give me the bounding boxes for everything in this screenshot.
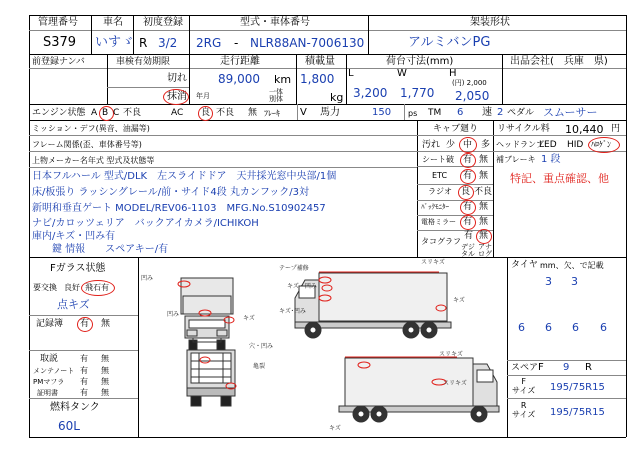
manual-yes: 有 xyxy=(80,354,88,363)
era: R xyxy=(139,36,148,50)
body-maker-label: 上物メーカー名年式 型式及状態等 xyxy=(32,156,155,165)
model-label: 型式・車体番号 xyxy=(240,17,310,28)
mission-label: ミッション・デフ(異音、油漏等) xyxy=(32,124,150,133)
glass-chip-circle xyxy=(81,280,115,296)
engine-grade-b: B xyxy=(102,108,109,118)
tacho-analog: アナ ログ xyxy=(478,243,492,258)
cert-no: 無 xyxy=(101,388,109,397)
spare-r: R xyxy=(585,362,592,373)
backmon-circle xyxy=(460,200,476,215)
label-hole: 穴・凹み xyxy=(249,343,274,350)
frame-label: フレーム関係(歪、車体番号等) xyxy=(32,140,142,149)
kg-unit: kg xyxy=(330,91,344,104)
radio-label: ラジオ xyxy=(428,187,452,196)
manual-label: 取説 xyxy=(40,354,59,364)
engine-grade-circle xyxy=(99,106,114,121)
manual-no: 無 xyxy=(101,354,109,363)
tire-rear-3: 6 xyxy=(572,321,579,334)
label-rust: スリキズ xyxy=(421,259,445,266)
cert-yes: 有 xyxy=(80,388,88,397)
first-reg-label: 初度登録 xyxy=(143,17,183,28)
headlight-label: ヘッドランプ xyxy=(496,140,544,149)
plate-label: 前登録ナンバ xyxy=(32,57,85,67)
spare-f: F xyxy=(538,362,544,373)
mileage-value: 89,000 xyxy=(218,72,260,86)
mirror-circle xyxy=(460,215,476,230)
r-size: 195/75R15 xyxy=(550,407,605,418)
mirror-yes: 有 xyxy=(463,217,473,227)
engine-defect: 不良 xyxy=(123,108,142,118)
cargo-width: 1,770 xyxy=(400,86,435,100)
special-note: 特記、重点確認、他 xyxy=(510,172,609,185)
record-label: 記録簿 xyxy=(36,319,64,329)
cab-label: キャブ廻り xyxy=(433,124,479,134)
radio-bad: 不良 xyxy=(474,187,493,197)
headlight-halogen: ﾊﾛｹﾞﾝ xyxy=(591,140,611,149)
ac-good-circle xyxy=(198,106,213,121)
record-yes: 有 xyxy=(80,319,90,329)
ac-good: 良 xyxy=(201,108,211,118)
backmon-yes: 有 xyxy=(463,202,473,212)
hp-value: 150 xyxy=(372,107,392,118)
tire-unit: mm、欠、で記載 xyxy=(540,261,604,270)
l-label: L xyxy=(348,68,354,79)
mirror-no: 無 xyxy=(479,217,489,227)
maker: いすゞ xyxy=(95,35,135,50)
mirror-label: 電格ミラー xyxy=(421,218,456,226)
f-size-label: F サイズ xyxy=(512,377,536,395)
model-dash: - xyxy=(234,36,239,50)
speed-label: 速 xyxy=(482,107,492,118)
body-desc-1: 日本フルハール 型式/DLK 左スライドドア 天井採光窓中央部/1個 xyxy=(32,171,337,182)
tacho-no: 無 xyxy=(479,231,489,241)
cargo-h-note: (円) 2,000 xyxy=(452,79,487,87)
ac-none: 無 xyxy=(248,108,258,118)
body-desc-2: 床/板張り ラッシングレール/前・サイド4段 丸カンフック/3対 xyxy=(32,187,309,198)
payload-label: 積載量 xyxy=(305,56,335,67)
etc-circle xyxy=(460,169,476,184)
brake-label: ﾌﾚｰｷ xyxy=(264,109,280,118)
km-unit: km xyxy=(274,73,292,86)
dirt-circle xyxy=(459,137,477,153)
seat-yes: 有 xyxy=(463,155,473,165)
tacho-digital: デジ タル xyxy=(461,243,475,258)
origin-label: 出品会社( 兵庫 県) xyxy=(510,56,608,67)
tire-front-right: 3 xyxy=(571,275,578,288)
glass-exchange: 要交換 xyxy=(33,283,57,292)
f-size: 195/75R15 xyxy=(550,382,605,393)
chassis-no: NLR88AN-7006130 xyxy=(250,36,365,50)
pm-no: 無 xyxy=(101,377,109,386)
engine-grade-c: C xyxy=(113,108,120,118)
tm-label: TM xyxy=(428,108,442,118)
label-scratch-3: キズ xyxy=(329,425,341,432)
label-dent-1: 凹み xyxy=(141,275,154,282)
label-scratch-dent-2: キズ･凹み xyxy=(279,308,306,315)
dirt-label: 汚れ xyxy=(422,140,441,150)
h-label: H xyxy=(449,68,457,79)
dirt-low: 少 xyxy=(446,140,456,150)
recycle-unit: 円 xyxy=(611,124,621,134)
etc-yes: 有 xyxy=(463,171,473,181)
recycle-value: 10,440 xyxy=(565,123,604,136)
brake-value: V xyxy=(300,107,307,118)
key-info: 鍵 情報 スペアキー/有 xyxy=(52,244,169,255)
engine-grade-a: A xyxy=(91,108,98,118)
headlight-led: LED xyxy=(539,140,557,150)
maker-label: 車名 xyxy=(103,17,123,28)
glass-label: Fガラス状態 xyxy=(50,263,106,274)
tire-front-left: 3 xyxy=(545,275,552,288)
body-desc-4: ナビ/カロッツェリア バックアイカメラ/ICHIKOH xyxy=(32,218,259,229)
r-size-label: R サイズ xyxy=(512,401,536,419)
body-type: アルミバンPG xyxy=(408,35,491,50)
fuel-label: 燃料タンク xyxy=(50,402,100,413)
record-circle xyxy=(77,317,93,332)
headlight-hid: HID xyxy=(567,140,584,150)
year-month-text: 年月 xyxy=(196,92,210,100)
body-label: 架装形状 xyxy=(470,17,510,28)
model-prefix: 2RG xyxy=(196,36,222,50)
truck-diagram xyxy=(139,258,506,436)
maint-yes: 有 xyxy=(80,366,88,375)
glass-chip: 飛石有 xyxy=(85,283,109,292)
cargo-height: 2,050 xyxy=(455,89,490,103)
mgmt-no-label: 管理番号 xyxy=(38,17,78,28)
dirt-mid: 中 xyxy=(463,140,473,150)
brake-aux-value: 1 段 xyxy=(541,154,561,165)
label-scratch-1: キズ xyxy=(243,315,255,322)
tire-label: タイヤ xyxy=(511,260,538,270)
two-value: 2 xyxy=(497,107,504,118)
tire-rear-1: 6 xyxy=(518,321,525,334)
seat-label: シート破 xyxy=(422,155,454,164)
gears-value: 6 xyxy=(457,107,464,118)
headlight-circle xyxy=(588,137,620,153)
spare-label: スペア xyxy=(511,363,539,373)
backmon-no: 無 xyxy=(479,202,489,212)
seat-circle xyxy=(460,153,476,168)
radio-good: 良 xyxy=(461,187,471,197)
hp-label: 馬力 xyxy=(320,107,340,118)
record-no: 無 xyxy=(101,319,111,329)
deleted-text: 抹消 xyxy=(167,91,187,102)
expired-text: 切れ xyxy=(167,73,187,84)
tacho-circle xyxy=(476,229,492,244)
first-reg: 3/2 xyxy=(158,36,178,50)
etc-label: ETC xyxy=(432,171,448,180)
engine-label: エンジン状態 xyxy=(32,108,86,118)
tire-rear-4: 6 xyxy=(600,321,607,334)
label-scrape: スリキズ xyxy=(439,351,463,358)
w-label: W xyxy=(397,68,407,79)
maint-label: メンテノート xyxy=(33,367,75,375)
ps-unit: ps xyxy=(408,109,418,118)
ac-label: AC xyxy=(171,108,184,118)
payload-value: 1,800 xyxy=(300,72,335,86)
label-scrape-2: スリキズ xyxy=(443,380,467,387)
body-desc-3: 新明和垂直ゲート MODEL/REV06-1103 MFG.No.S10902457 xyxy=(32,203,326,214)
inspection-label: 車検有効期限 xyxy=(116,57,171,67)
pm-label: PMマフラ xyxy=(33,378,65,386)
brake-aux-label: 補ブレーキ xyxy=(496,155,536,164)
seat-no: 無 xyxy=(479,155,489,165)
mgmt-no: S379 xyxy=(43,35,77,50)
tacho-yes: 有 xyxy=(464,231,474,241)
meter-type-text: 一体 別体 xyxy=(269,88,283,104)
label-scratch-2: キズ xyxy=(453,297,465,304)
label-dent-2: 凹み xyxy=(167,311,180,318)
radio-circle xyxy=(458,185,474,200)
etc-no: 無 xyxy=(479,171,489,181)
cert-label: 証明書 xyxy=(37,389,58,397)
glass-point: 点キズ xyxy=(57,298,90,311)
deleted-circle xyxy=(163,89,189,105)
body-desc-5: 庫内/キズ・凹み有 xyxy=(32,231,116,242)
tacho-label: タコグラフ xyxy=(421,237,461,246)
glass-good: 良好 xyxy=(64,283,80,292)
fuel-value: 60L xyxy=(58,419,80,433)
cargo-dims-label: 荷台寸法(mm) xyxy=(386,56,454,67)
pm-yes: 有 xyxy=(80,377,88,386)
recycle-label: リサイクル料 xyxy=(497,124,550,134)
dirt-high: 多 xyxy=(481,140,491,150)
label-tape: テープ補修 xyxy=(279,265,309,272)
spare-nine: 9 xyxy=(563,362,570,373)
label-scratch-dent: キズ・凹み xyxy=(287,283,317,290)
mileage-label: 走行距離 xyxy=(220,56,260,67)
pedal-label: ペダル xyxy=(507,108,535,118)
label-crack: 亀裂 xyxy=(253,363,266,370)
cargo-length: 3,200 xyxy=(353,86,388,100)
maint-no: 無 xyxy=(101,366,109,375)
backmon-label: ﾊﾞｯｸﾓﾆﾀｰ xyxy=(421,203,449,211)
ac-bad: 不良 xyxy=(216,108,235,118)
tire-rear-2: 6 xyxy=(545,321,552,334)
pedal-value: スムーサー xyxy=(543,106,598,119)
